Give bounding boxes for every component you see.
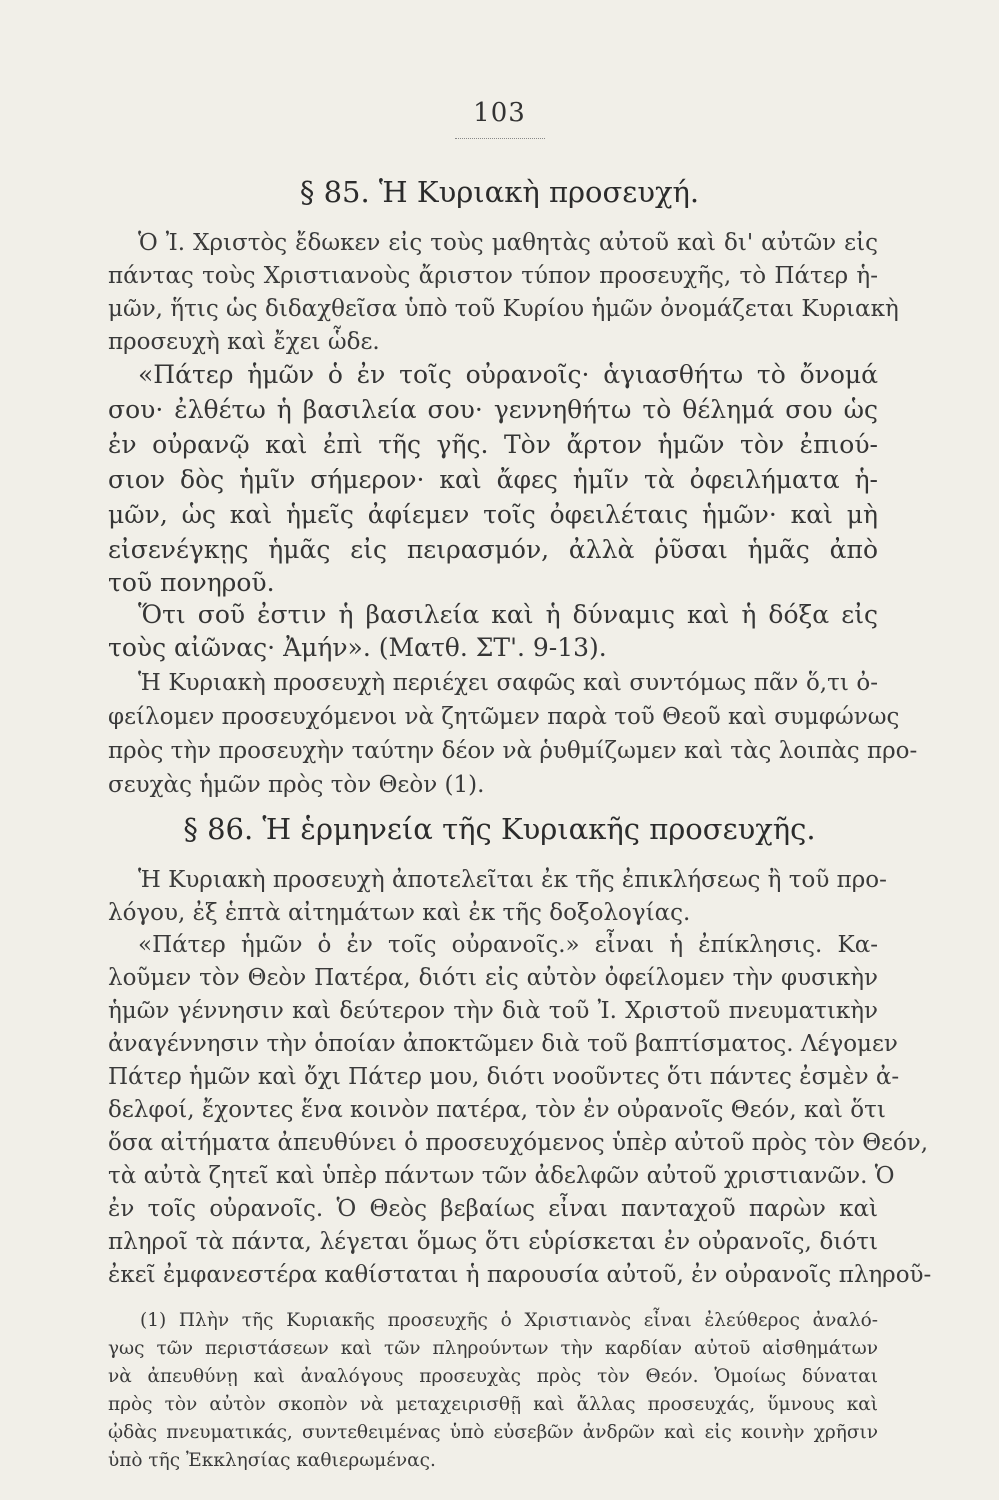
prayer-line: σου· ἐλθέτω ἡ βασιλεία σου· γεννηθήτω τὸ θέλημά σου ὡς xyxy=(108,395,878,424)
prayer-line: τοῦ πονηροῦ. xyxy=(108,568,275,597)
footnote-line: (1) Πλὴν τῆς Κυριακῆς προσευχῆς ὁ Χριστιανὸς εἶναι ἐλεύθερος ἀναλό- xyxy=(140,1310,878,1331)
text-line: «Πάτερ ἡμῶν ὁ ἐν τοῖς οὐρανοῖς.» εἶναι ἡ ἐπίκλησις. Κα- xyxy=(138,932,878,958)
prayer-line: Ὅτι σοῦ ἐστιν ἡ βασιλεία καὶ ἡ δύναμις καὶ ἡ δόξα εἰς xyxy=(138,600,878,629)
text-line: μῶν, ἥτις ὡς διδαχθεῖσα ὑπὸ τοῦ Κυρίου ἡμῶν ὀνομάζεται Κυριακὴ xyxy=(108,296,899,322)
text-line: λόγου, ἐξ ἑπτὰ αἰτημάτων καὶ ἐκ τῆς δοξολογίας. xyxy=(108,900,691,926)
text-line: τὰ αὐτὰ ζητεῖ καὶ ὑπὲρ πάντων τῶν ἀδελφῶν αὐτοῦ χριστιανῶν. Ὁ xyxy=(108,1163,895,1189)
text-line: ἀναγέννησιν τὴν ὁποίαν ἀποκτῶμεν διὰ τοῦ βαπτίσματος. Λέγομεν xyxy=(108,1031,898,1057)
footnote-line: ὑπὸ τῆς Ἐκκλησίας καθιερωμένας. xyxy=(108,1450,436,1471)
prayer-line: ἐν οὐρανῷ καὶ ἐπὶ τῆς γῆς. Τὸν ἄρτον ἡμῶν τὸν ἐπιού- xyxy=(108,430,878,459)
text-line: Ἡ Κυριακὴ προσευχὴ ἀποτελεῖται ἐκ τῆς ἐπικλήσεως ἢ τοῦ προ- xyxy=(138,867,887,893)
footnote-line: ᾠδὰς πνευματικάς, συντεθειμένας ὑπὸ εὐσεβῶν ἀνδρῶν καὶ εἰς κοινὴν χρῆσιν xyxy=(108,1422,878,1443)
footnote-line: νὰ ἀπευθύνῃ καὶ ἀναλόγους προσευχὰς πρὸς τὸν Θεόν. Ὁμοίως δύναται xyxy=(108,1366,878,1387)
text-line: πάντας τοὺς Χριστιανοὺς ἄριστον τύπον προσευχῆς, τὸ Πάτερ ἡ- xyxy=(108,263,878,289)
text-line: δελφοί, ἔχοντες ἕνα κοινὸν πατέρα, τὸν ἐν οὐρανοῖς Θεόν, καὶ ὅτι xyxy=(108,1097,886,1123)
page-number: 103 xyxy=(473,98,526,128)
text-line: λοῦμεν τὸν Θεὸν Πατέρα, διότι εἰς αὐτὸν ὀφείλομεν τὴν φυσικὴν xyxy=(108,965,878,991)
text-line: Πάτερ ἡμῶν καὶ ὄχι Πάτερ μου, διότι νοοῦντες ὅτι πάντες ἐσμὲν ἀ- xyxy=(108,1064,900,1090)
section-86-heading: § 86. Ἡ ἑρμηνεία τῆς Κυριακῆς προσευχῆς. xyxy=(183,812,816,846)
text-line: πληροῖ τὰ πάντα, λέγεται ὅμως ὅτι εὑρίσκεται ἐν οὐρανοῖς, διότι xyxy=(108,1229,878,1255)
text-line: Ἡ Κυριακὴ προσευχὴ περιέχει σαφῶς καὶ συντόμως πᾶν ὅ,τι ὀ- xyxy=(138,670,878,696)
prayer-line: τοὺς αἰῶνας· Ἀμήν». (Ματθ. ΣΤ'. 9-13). xyxy=(108,633,607,662)
text-line: ἐν τοῖς οὐρανοῖς. Ὁ Θεὸς βεβαίως εἶναι πανταχοῦ παρὼν καὶ xyxy=(108,1196,878,1222)
text-line: Ὁ Ἰ. Χριστὸς ἔδωκεν εἰς τοὺς μαθητὰς αὐτοῦ καὶ δι' αὐτῶν εἰς xyxy=(138,230,878,256)
text-line: πρὸς τὴν προσευχὴν ταύτην δέον νὰ ῥυθμίζωμεν καὶ τὰς λοιπὰς προ- xyxy=(108,738,918,764)
footnote-line: γως τῶν περιστάσεων καὶ τῶν πληρούντων τὴν καρδίαν αὐτοῦ αἰσθημάτων xyxy=(108,1338,878,1359)
section-85-heading: § 85. Ἡ Κυριακὴ προσευχή. xyxy=(299,175,700,209)
text-line: φείλομεν προσευχόμενοι νὰ ζητῶμεν παρὰ τοῦ Θεοῦ καὶ συμφώνως xyxy=(108,704,900,730)
text-line: σευχὰς ἡμῶν πρὸς τὸν Θεὸν (1). xyxy=(108,772,485,798)
header-rule xyxy=(455,138,545,139)
prayer-line: «Πάτερ ἡμῶν ὁ ἐν τοῖς οὐρανοῖς· ἁγιασθήτω τὸ ὄνομά xyxy=(138,360,878,389)
footnote-line: πρὸς τὸν αὐτὸν σκοπὸν νὰ μεταχειρισθῇ καὶ ἄλλας προσευχάς, ὕμνους καὶ xyxy=(108,1394,878,1415)
prayer-line: εἰσενέγκῃς ἡμᾶς εἰς πειρασμόν, ἀλλὰ ῥῦσαι ἡμᾶς ἀπὸ xyxy=(108,535,878,564)
prayer-line: σιον δὸς ἡμῖν σήμερον· καὶ ἄφες ἡμῖν τὰ ὀφειλήματα ἡ- xyxy=(108,465,878,494)
text-line: ὅσα αἰτήματα ἀπευθύνει ὁ προσευχόμενος ὑπὲρ αὐτοῦ πρὸς τὸν Θεόν, xyxy=(108,1130,929,1156)
text-line: προσευχὴ καὶ ἔχει ὧδε. xyxy=(108,329,380,355)
text-line: ἡμῶν γέννησιν καὶ δεύτερον τὴν διὰ τοῦ Ἰ. Χριστοῦ πνευματικὴν xyxy=(108,998,878,1024)
text-line: ἐκεῖ ἐμφανεστέρα καθίσταται ἡ παρουσία αὐτοῦ, ἐν οὐρανοῖς πληροῦ- xyxy=(108,1262,932,1288)
prayer-line: μῶν, ὡς καὶ ἡμεῖς ἀφίεμεν τοῖς ὀφειλέταις ἡμῶν· καὶ μὴ xyxy=(108,500,878,529)
